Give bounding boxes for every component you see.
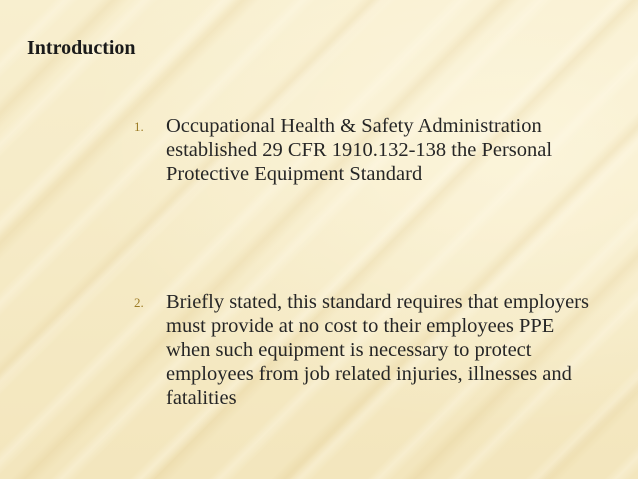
list-item-text: Briefly stated, this standard requires that employers must provide at no cost to their employees PPE when such equipment is necessary to protect employees from job related injuries, illnesses and fatalities xyxy=(166,291,589,409)
list-item-number: 1. xyxy=(134,119,144,134)
slide-title: Introduction xyxy=(27,37,136,59)
list-item xyxy=(134,114,594,186)
list-item-text: Occupational Health & Safety Administration established 29 CFR 1910.132-138 the Personal Protective Equipment Standard xyxy=(166,115,553,185)
list-item xyxy=(134,290,594,410)
list-item-number: 2. xyxy=(134,295,144,310)
